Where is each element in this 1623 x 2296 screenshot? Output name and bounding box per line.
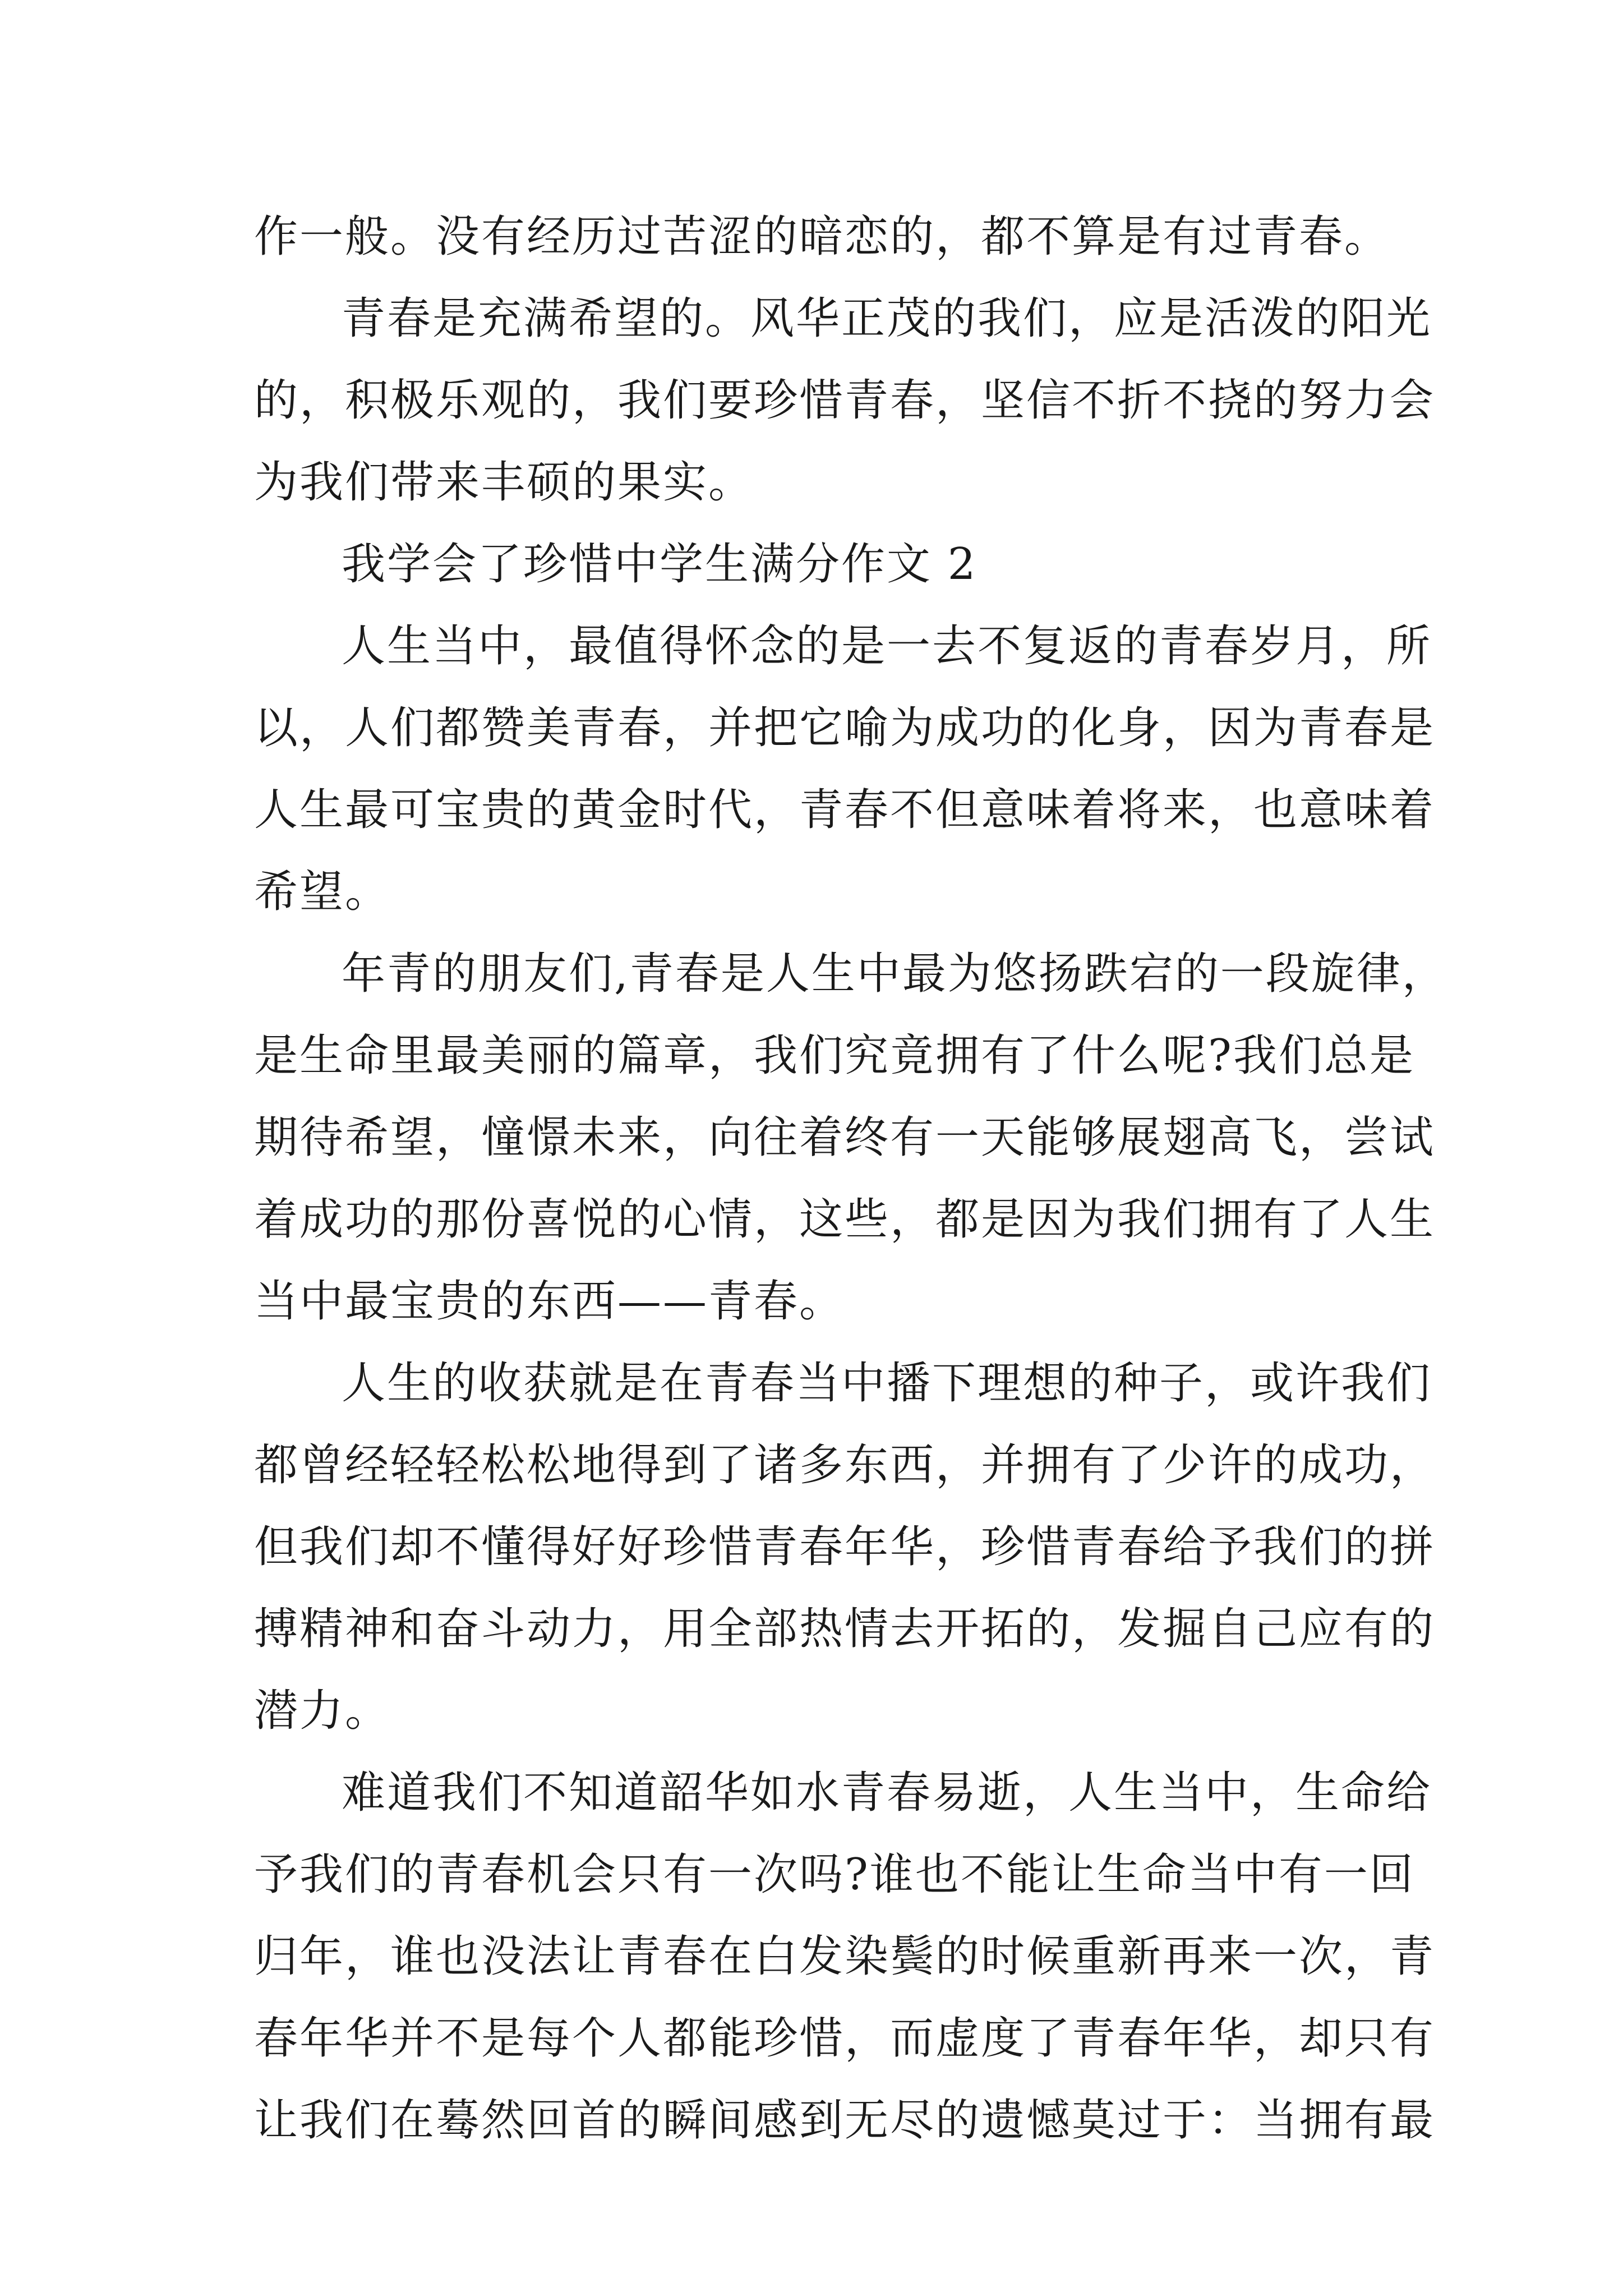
text-line: 希望。 [254,867,391,917]
paragraph-start-line: 人生的收获就是在青春当中播下理想的种子，或许我们 [342,1358,1432,1409]
text-line: 让我们在蓦然回首的瞬间感到无尽的遗憾莫过于：当拥有最 [254,2095,1436,2146]
text-line: 春年华并不是每个人都能珍惜，而虚度了青春年华，却只有 [254,2013,1436,2064]
paragraph-start-line: 难道我们不知道韶华如水青春易逝，人生当中，生命给 [342,1768,1432,1818]
paragraph-start-line: 年青的朋友们,青春是人生中最为悠扬跌宕的一段旋律， [342,949,1447,999]
paragraph-start-line: 人生当中，最值得怀念的是一去不复返的青春岁月，所 [342,621,1432,671]
paragraph-start-line: 青春是充满希望的。风华正茂的我们，应是活泼的阳光 [342,293,1432,344]
text-line: 期待希望，憧憬未来，向往着终有一天能够展翅高飞，尝试 [254,1112,1436,1163]
text-line: 予我们的青春机会只有一次吗?谁也不能让生命当中有一回 [254,1849,1415,1900]
text-line: 当中最宝贵的东西——青春。 [254,1276,845,1327]
text-line: 都曾经轻轻松松地得到了诸多东西，并拥有了少许的成功， [254,1440,1436,1490]
text-line: 搏精神和奋斗动力，用全部热情去开拓的，发掘自己应有的 [254,1604,1436,1654]
text-line: 以，人们都赞美青春，并把它喻为成功的化身，因为青春是 [254,703,1436,753]
text-line: 人生最可宝贵的黄金时代，青春不但意味着将来，也意味着 [254,785,1436,835]
text-line: 潜力。 [254,1686,391,1736]
text-line: 的，积极乐观的，我们要珍惜青春，坚信不折不挠的努力会 [254,375,1436,426]
text-line: 作一般。没有经历过苦涩的暗恋的，都不算是有过青春。 [254,211,1390,262]
section-heading: 我学会了珍惜中学生满分作文 2 [342,539,978,590]
text-line: 着成功的那份喜悦的心情，这些，都是因为我们拥有了人生 [254,1194,1436,1245]
text-line: 是生命里最美丽的篇章，我们究竟拥有了什么呢?我们总是 [254,1030,1415,1081]
text-line: 为我们带来丰硕的果实。 [254,457,754,508]
text-line: 归年，谁也没法让青春在白发染鬓的时候重新再来一次，青 [254,1931,1436,1982]
text-line: 但我们却不懂得好好珍惜青春年华，珍惜青春给予我们的拼 [254,1522,1436,1572]
